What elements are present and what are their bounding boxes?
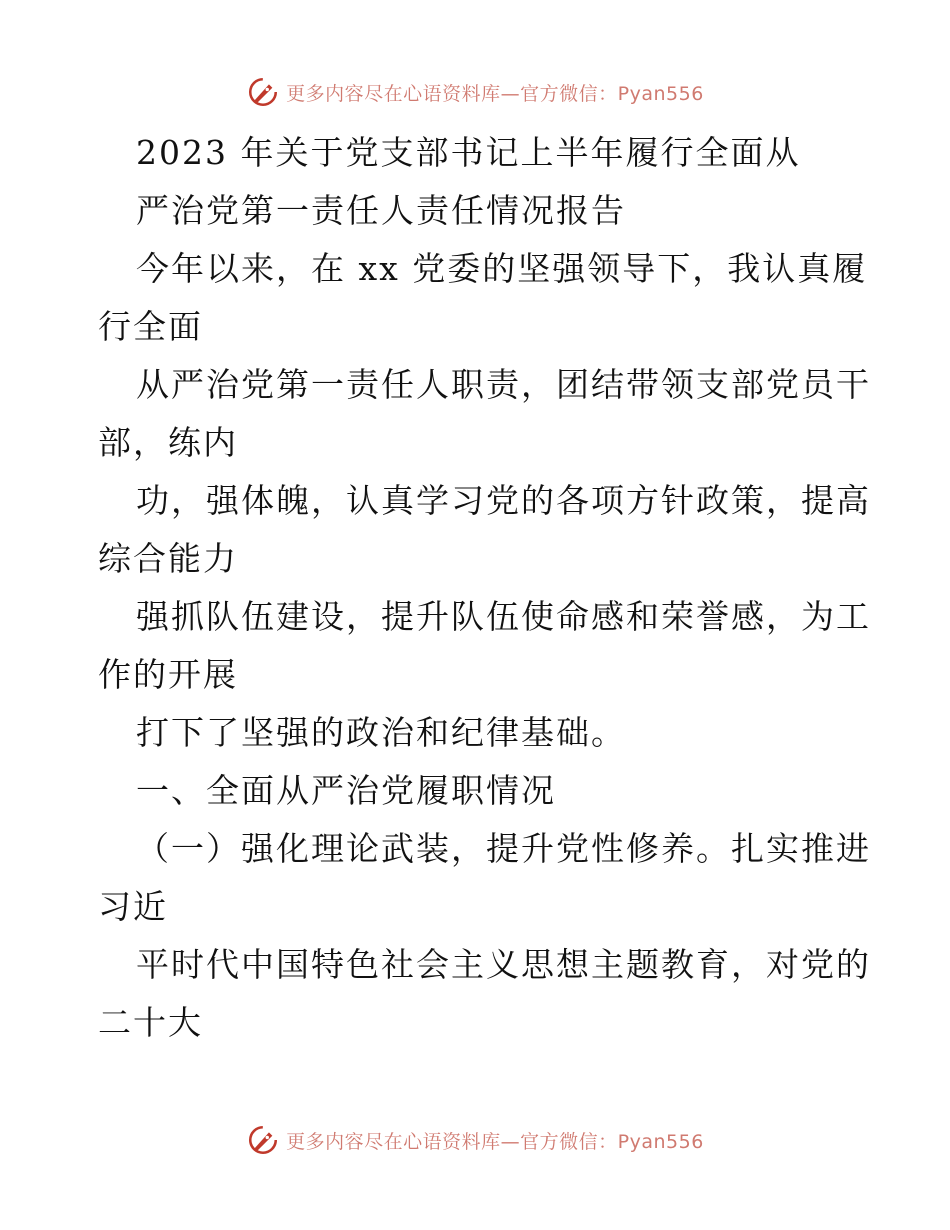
document-line: 强抓队伍建设，提升队伍使命感和荣誉感，为工 [136, 597, 871, 636]
header-watermark-inner [246, 75, 704, 109]
document-line: 功，强体魄，认真学习党的各项方针政策，提高 [136, 481, 871, 520]
document-body [98, 124, 871, 1052]
document-line: 二十大 [98, 1003, 203, 1042]
document-line: 部，练内 [98, 423, 238, 462]
document-line: 2023 年关于党支部书记上半年履行全面从 [136, 133, 801, 172]
document-line: 习近 [98, 887, 168, 926]
document-line: 平时代中国特色社会主义思想主题教育，对党的 [136, 945, 871, 984]
document-line: 作的开展 [98, 655, 238, 694]
document-line: 严治党第一责任人责任情况报告 [136, 191, 626, 230]
document-line: 打下了坚强的政治和纪律基础。 [136, 713, 626, 752]
document-line: 行全面 [98, 307, 203, 346]
footer-watermark-text: 更多内容尽在心语资料库—官方微信：Pyan556 [286, 1130, 704, 1153]
footer-watermark [0, 1120, 950, 1160]
document-line: 综合能力 [98, 539, 238, 578]
pen-nib-logo-icon [246, 75, 280, 109]
pen-nib-logo-icon [246, 1123, 280, 1157]
document-line: 从严治党第一责任人职责，团结带领支部党员干 [136, 365, 871, 404]
header-watermark [0, 72, 950, 112]
footer-watermark-inner [246, 1123, 704, 1157]
document-line: 一、全面从严治党履职情况 [136, 771, 556, 810]
document-line: 今年以来，在 xx 党委的坚强领导下，我认真履 [136, 249, 868, 288]
document-line: （一）强化理论武装，提升党性修养。扎实推进 [136, 829, 871, 868]
header-watermark-text: 更多内容尽在心语资料库—官方微信：Pyan556 [286, 82, 704, 105]
